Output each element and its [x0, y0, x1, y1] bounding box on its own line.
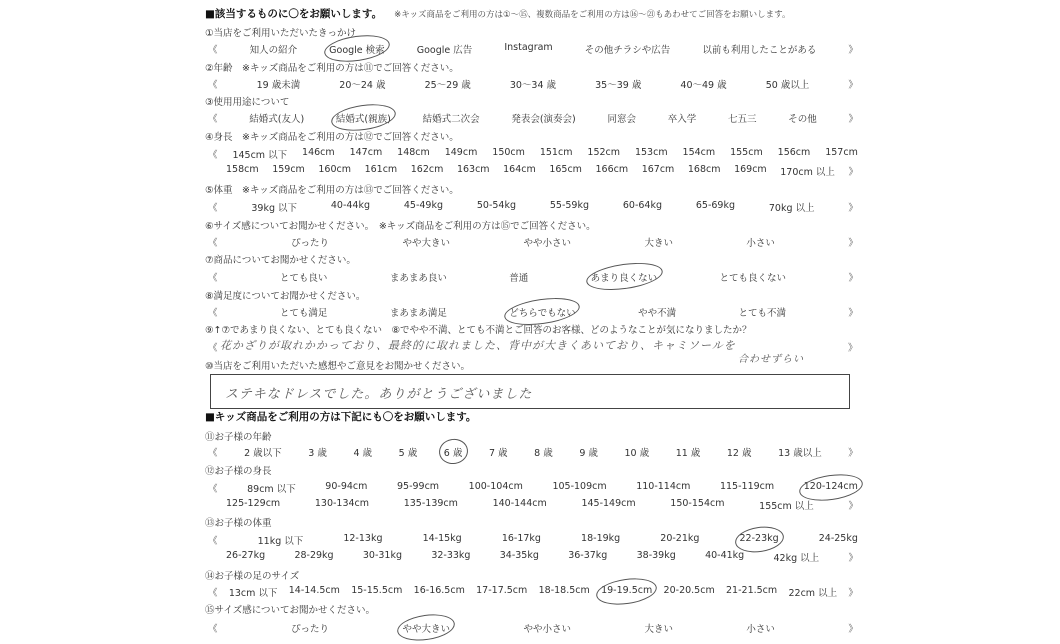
option-item[interactable]: 12 歳 — [726, 448, 752, 459]
option-item[interactable]: 50-54kg — [476, 200, 517, 211]
option-item[interactable]: 165cm — [549, 164, 582, 175]
close-bracket: 》 — [848, 45, 858, 56]
option-item[interactable]: 145cm 以下 — [232, 150, 288, 161]
option-item[interactable]: 13cm 以下 — [228, 588, 278, 599]
option-item[interactable]: 24-25kg — [818, 533, 858, 544]
option-item[interactable]: 40-41kg — [705, 550, 745, 561]
open-bracket: 《 — [208, 308, 218, 319]
option-item-selected[interactable]: やや大きい — [402, 621, 450, 635]
q14-label: ⑭お子様の足のサイズ — [205, 571, 300, 582]
q7-label: ⑦商品についてお聞かせください。 — [205, 255, 356, 266]
option-item-selected[interactable]: 120-124cm — [804, 481, 858, 495]
option-item[interactable]: 30～34 歳 — [509, 80, 557, 91]
option-item[interactable]: 七五三 — [727, 114, 757, 125]
option-item[interactable]: Instagram — [504, 42, 553, 53]
q9-label: ⑨↑⑦であまり良くない、とても良くない ⑧でやや不満、とても不満とご回答のお客様、どのようなことが気になりましたか？ — [205, 325, 752, 336]
option-item[interactable]: 16-16.5cm — [413, 585, 465, 596]
q10-label: ⑩当店をご利用いただいた感想やご意見をお聞かせください。 — [205, 361, 471, 372]
option-item[interactable]: 10 歳 — [624, 448, 650, 459]
header-note: ※キッズ商品をご利用の方は①～⑮、複数商品をご利用の方は⑯～㉑もあわせてご回答をお願いします。 — [394, 10, 791, 20]
close-bracket: 》 — [848, 624, 858, 635]
option-item[interactable]: 38-39kg — [636, 550, 676, 561]
option-item[interactable]: 25～29 歳 — [424, 80, 471, 91]
option-item[interactable]: 150-154cm — [670, 498, 725, 509]
q11-label: ⑪お子様の年齢 — [205, 432, 272, 443]
option-item[interactable]: 105-109cm — [552, 481, 607, 492]
option-item[interactable]: 145-149cm — [581, 498, 636, 509]
q1-label: ①当店をご利用いただいたきっかけ — [205, 28, 357, 39]
q4-options-row — [226, 164, 858, 178]
q2-options-row — [208, 77, 858, 91]
option-item[interactable]: 125-129cm — [226, 498, 281, 509]
option-item[interactable]: 19 歳未満 — [256, 80, 301, 91]
option-item[interactable]: 42kg 以上 — [773, 553, 820, 564]
close-bracket: 》 — [848, 167, 858, 178]
option-item[interactable]: 14-14.5cm — [288, 585, 340, 596]
option-item[interactable]: 60-64kg — [622, 200, 663, 211]
close-bracket: 》 — [848, 114, 858, 125]
option-item[interactable]: 35～39 歳 — [595, 80, 642, 91]
option-item[interactable]: 55-59kg — [549, 200, 590, 211]
option-item-selected[interactable]: 結婚式(親族) — [336, 111, 391, 125]
option-item-selected[interactable]: Google 検索 — [329, 42, 385, 56]
option-item[interactable]: 発表会(演奏会) — [511, 114, 576, 125]
option-item[interactable]: ぴったり — [290, 624, 329, 635]
option-item[interactable]: 110-114cm — [636, 481, 691, 492]
option-item[interactable]: 小さい — [746, 624, 775, 635]
option-item[interactable]: 89cm 以下 — [247, 484, 296, 495]
option-item[interactable]: 115-119cm — [719, 481, 775, 492]
option-item[interactable]: やや大きい — [402, 238, 450, 249]
q13-options-row — [226, 550, 858, 564]
option-item[interactable]: 146cm — [302, 147, 335, 158]
open-bracket: 《 — [208, 624, 218, 635]
q7-options-row — [208, 270, 858, 284]
option-item[interactable]: とても良い — [279, 273, 328, 284]
q6-options-row — [208, 235, 858, 249]
option-item[interactable]: 70kg 以上 — [768, 203, 815, 214]
option-item[interactable]: 以前も利用したことがある — [702, 45, 817, 56]
option-item[interactable]: まあまあ良い — [389, 273, 447, 284]
option-item[interactable]: 20～24 歳 — [339, 80, 386, 91]
q1-options-row — [208, 42, 858, 56]
open-bracket: 《 — [208, 114, 218, 125]
option-item[interactable]: 155cm 以上 — [759, 501, 814, 512]
close-bracket: 》 — [848, 588, 858, 599]
option-item[interactable]: 28-29kg — [294, 550, 334, 561]
option-item[interactable]: 65-69kg — [695, 200, 736, 211]
q5-label: ⑤体重 ※キッズ商品をご利用の方は⑬でご回答ください。 — [205, 185, 459, 196]
option-item[interactable]: 162cm — [410, 164, 444, 175]
open-bracket: 《 — [208, 238, 218, 249]
option-item[interactable]: 164cm — [503, 164, 536, 175]
close-bracket: 》 — [848, 238, 858, 249]
option-item[interactable]: 同窓会 — [607, 114, 636, 125]
q8-options-row — [208, 305, 858, 319]
option-item[interactable]: 結婚式(友人) — [249, 114, 305, 125]
option-item[interactable]: 大きい — [644, 624, 673, 635]
option-item[interactable]: 4 歳 — [353, 448, 373, 459]
q15-options-row — [208, 621, 858, 635]
close-bracket: 》 — [848, 343, 858, 354]
option-item[interactable]: 159cm — [272, 164, 305, 175]
option-item[interactable]: その他チラシや広告 — [584, 45, 671, 56]
q9-handwritten-answer-cont: 合わせずらい — [738, 354, 804, 365]
option-item[interactable]: 147cm — [349, 147, 383, 158]
option-item[interactable]: 7 歳 — [488, 448, 508, 459]
option-item[interactable]: 40～49 歳 — [680, 80, 727, 91]
option-item[interactable]: 22cm 以上 — [788, 588, 838, 599]
close-bracket: 》 — [848, 273, 858, 284]
option-item[interactable]: 普通 — [509, 273, 529, 284]
option-item[interactable]: 16-17kg — [501, 533, 541, 544]
option-item[interactable]: 153cm — [634, 147, 668, 158]
open-bracket: 《 — [208, 484, 218, 495]
option-item[interactable]: 17-17.5cm — [476, 585, 528, 596]
q3-label: ③使用用途について — [205, 97, 290, 108]
option-item[interactable]: 150cm — [492, 147, 525, 158]
close-bracket: 》 — [848, 448, 858, 459]
option-item[interactable]: 152cm — [587, 147, 621, 158]
option-item[interactable]: 8 歳 — [534, 448, 553, 459]
option-item[interactable]: 168cm — [687, 164, 721, 175]
option-item[interactable]: 大きい — [644, 238, 673, 249]
option-item[interactable]: 166cm — [595, 164, 629, 175]
option-item[interactable]: 20-21kg — [660, 533, 700, 544]
option-item[interactable]: 32-33kg — [431, 550, 471, 561]
q4-options-row — [208, 147, 858, 161]
option-item[interactable]: 5 歳 — [398, 448, 418, 459]
open-bracket: 《 — [208, 150, 218, 161]
option-item[interactable]: とても満足 — [279, 308, 328, 319]
q10-handwritten-answer: ステキなドレスでした。ありがとうございました — [225, 387, 533, 402]
option-item[interactable]: 小さい — [746, 238, 775, 249]
option-item[interactable]: 135-139cm — [403, 498, 458, 509]
option-item[interactable]: 2 歳以下 — [244, 448, 282, 459]
option-item[interactable]: やや小さい — [523, 624, 571, 635]
option-item[interactable]: 156cm — [777, 147, 811, 158]
open-bracket: 《 — [208, 448, 218, 459]
q2-label: ②年齢 ※キッズ商品をご利用の方は⑪でご回答ください。 — [205, 63, 459, 74]
option-item[interactable]: 40-44kg — [330, 200, 371, 211]
q3-options-row — [208, 111, 858, 125]
q6-label: ⑥サイズ感についてお聞かせください。 ※キッズ商品をご利用の方は⑮でご回答ください。 — [205, 221, 596, 232]
option-item[interactable]: 154cm — [682, 147, 716, 158]
option-item[interactable]: 知人の紹介 — [249, 45, 298, 56]
open-bracket: 《 — [208, 588, 218, 599]
option-item[interactable]: 18-18.5cm — [538, 585, 590, 596]
q12-options-row — [226, 498, 858, 512]
option-item[interactable]: 151cm — [539, 147, 573, 158]
option-item[interactable]: ぴったり — [290, 238, 329, 249]
option-item[interactable]: 158cm — [226, 164, 259, 175]
option-item[interactable]: 161cm — [364, 164, 398, 175]
option-item-selected[interactable]: あまり良くない — [591, 270, 658, 284]
option-item[interactable]: 100-104cm — [468, 481, 523, 492]
option-item[interactable]: 170cm 以上 — [780, 167, 835, 178]
close-bracket: 》 — [848, 203, 858, 214]
option-item[interactable]: 18-19kg — [581, 533, 621, 544]
option-item[interactable]: 11 歳 — [675, 448, 701, 459]
option-item[interactable]: 169cm — [734, 164, 767, 175]
option-item[interactable]: 95-99cm — [396, 481, 440, 492]
q14-options-row — [208, 585, 858, 599]
option-item[interactable]: その他 — [788, 114, 817, 125]
option-item[interactable]: 30-31kg — [362, 550, 403, 561]
option-item[interactable]: 13 歳以上 — [778, 448, 822, 459]
option-item-selected[interactable]: 22-23kg — [740, 533, 779, 547]
option-item[interactable]: やや不満 — [638, 308, 677, 319]
option-item[interactable]: 155cm — [730, 147, 763, 158]
q10-comment-box[interactable] — [210, 374, 850, 409]
option-item[interactable]: 34-35kg — [499, 550, 539, 561]
open-bracket: 《 — [208, 273, 218, 284]
close-bracket: 》 — [848, 553, 858, 564]
option-item[interactable]: 21-21.5cm — [726, 585, 778, 596]
option-item[interactable]: 160cm — [318, 164, 351, 175]
option-item[interactable]: 14-15kg — [422, 533, 462, 544]
q11-options-row — [208, 445, 858, 459]
q12-label: ⑫お子様の身長 — [205, 466, 272, 477]
open-bracket: 《 — [208, 343, 218, 354]
q8-label: ⑧満足度についてお聞かせください。 — [205, 291, 366, 302]
open-bracket: 《 — [208, 203, 218, 214]
option-item[interactable]: 50 歳以上 — [765, 80, 810, 91]
option-item[interactable]: 157cm — [825, 147, 858, 158]
option-item[interactable]: 20-20.5cm — [663, 585, 715, 596]
q9-answer-row — [208, 339, 858, 365]
option-item-selected[interactable]: 6 歳 — [444, 445, 463, 459]
option-item[interactable]: 90-94cm — [325, 481, 368, 492]
option-item[interactable]: 12-13kg — [343, 533, 383, 544]
q12-options-row — [208, 481, 858, 495]
open-bracket: 《 — [208, 45, 218, 56]
option-item[interactable]: やや小さい — [523, 238, 571, 249]
close-bracket: 》 — [848, 501, 858, 512]
q4-label: ④身長 ※キッズ商品をご利用の方は⑫でご回答ください。 — [205, 132, 459, 143]
kids-section-header: ■キッズ商品をご利用の方は下記にも〇をお願いします。 — [205, 411, 477, 423]
option-item[interactable]: 26-27kg — [226, 550, 266, 561]
close-bracket: 》 — [848, 308, 858, 319]
q15-label: ⑮サイズ感についてお聞かせください。 — [205, 605, 376, 616]
option-item[interactable]: Google 広告 — [416, 45, 473, 56]
survey-header — [205, 6, 791, 21]
close-bracket: 》 — [848, 80, 858, 91]
option-item[interactable]: 45-49kg — [403, 200, 444, 211]
option-item[interactable]: 卒入学 — [667, 114, 697, 125]
option-item[interactable]: とても不満 — [738, 308, 787, 319]
option-item[interactable]: 163cm — [456, 164, 490, 175]
option-item[interactable]: 11kg 以下 — [257, 536, 304, 547]
option-item[interactable]: まあまあ満足 — [389, 308, 447, 319]
q9-handwritten-answer: 花かざりが取れかかっており、最終的に取れました、背中が大きくあいており、キャミソールを — [220, 339, 736, 352]
open-bracket: 《 — [208, 536, 218, 547]
option-item-selected[interactable]: どちらでもない — [509, 305, 575, 319]
header-title: ■該当するものに〇をお願いします。 — [205, 8, 383, 20]
option-item[interactable]: 39kg 以下 — [251, 203, 298, 214]
option-item[interactable]: 15-15.5cm — [351, 585, 403, 596]
option-item[interactable]: 149cm — [444, 147, 478, 158]
q5-options-row — [208, 200, 858, 214]
option-item[interactable]: とても良くない — [719, 273, 787, 284]
open-bracket: 《 — [208, 80, 218, 91]
option-item[interactable]: 167cm — [641, 164, 675, 175]
q13-label: ⑬お子様の体重 — [205, 518, 272, 529]
q13-options-row — [208, 533, 858, 547]
option-item[interactable]: 140-144cm — [492, 498, 547, 509]
option-item[interactable]: 3 歳 — [308, 448, 327, 459]
option-item[interactable]: 結婚式二次会 — [422, 114, 480, 125]
option-item-selected[interactable]: 19-19.5cm — [601, 585, 652, 599]
option-item[interactable]: 36-37kg — [568, 550, 608, 561]
option-item[interactable]: 130-134cm — [314, 498, 370, 509]
option-item[interactable]: 9 歳 — [579, 448, 598, 459]
option-item[interactable]: 148cm — [397, 147, 430, 158]
